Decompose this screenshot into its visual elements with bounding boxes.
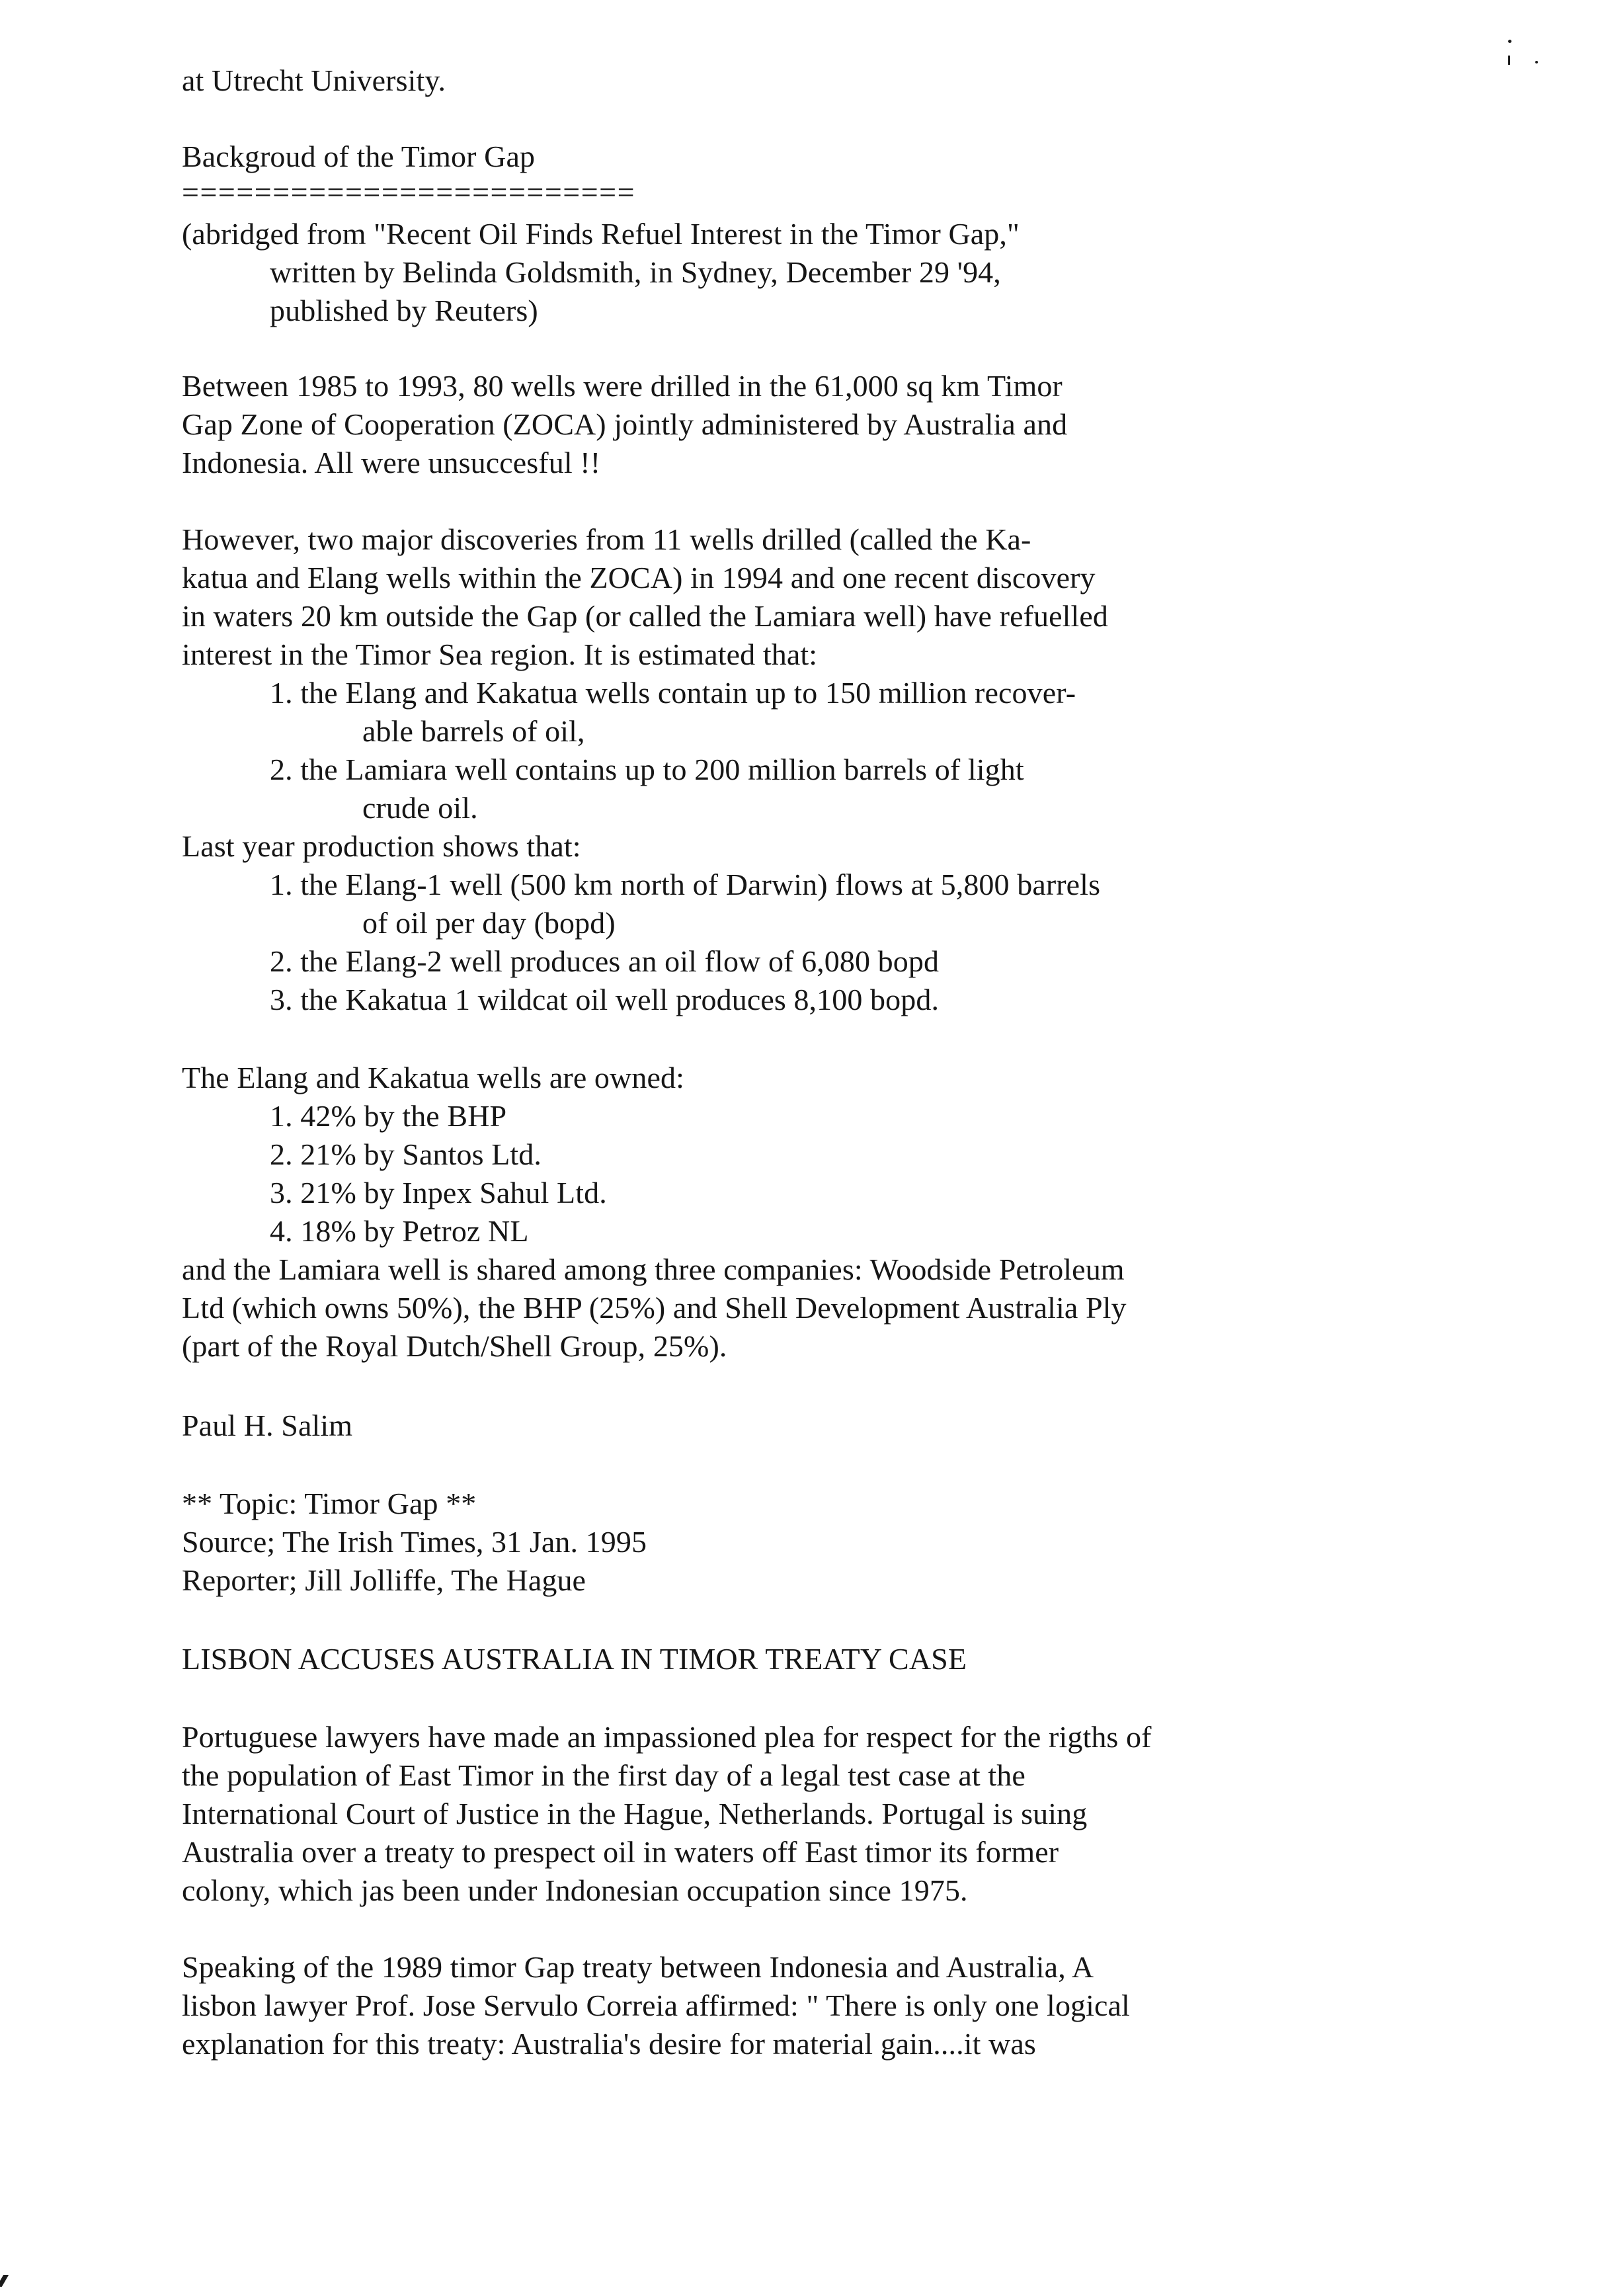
paragraph-line: interest in the Timor Sea region. It is estimated that: — [182, 637, 818, 671]
list-item: 1. 42% by the BHP — [270, 1099, 507, 1133]
paragraph-line: in waters 20 km outside the Gap (or called the Lamiara well) have refuelled — [182, 599, 1108, 633]
scan-speck — [1508, 56, 1510, 65]
scan-speck — [1508, 40, 1511, 43]
list-item: 2. 21% by Santos Ltd. — [270, 1137, 542, 1171]
article-headline: LISBON ACCUSES AUSTRALIA IN TIMOR TREATY CASE — [182, 1642, 967, 1676]
section-title: Backgroud of the Timor Gap — [182, 140, 536, 173]
list-item-continuation: of oil per day (bopd) — [362, 906, 616, 940]
list-item-continuation: able barrels of oil, — [362, 714, 585, 748]
list-item: 1. the Elang and Kakatua wells contain up to 150 million recover- — [270, 676, 1076, 710]
paragraph-line: Ltd (which owns 50%), the BHP (25%) and Shell Development Australia Ply — [182, 1291, 1127, 1325]
scan-speck — [1535, 61, 1538, 63]
source-line: written by Belinda Goldsmith, in Sydney, December 29 '94, — [270, 255, 1001, 289]
paragraph-line: Portuguese lawyers have made an impassioned plea for respect for the rigths of — [182, 1720, 1152, 1754]
paragraph-line: colony, which jas been under Indonesian occupation since 1975. — [182, 1873, 968, 1907]
paragraph-line: Last year production shows that: — [182, 829, 581, 863]
scan-speck — [0, 2275, 9, 2287]
reporter-line: Reporter; Jill Jolliffe, The Hague — [182, 1563, 586, 1597]
paragraph-line: and the Lamiara well is shared among three companies: Woodside Petroleum — [182, 1252, 1125, 1286]
list-item: 3. the Kakatua 1 wildcat oil well produces 8,100 bopd. — [270, 983, 940, 1016]
source-line: published by Reuters) — [270, 294, 538, 327]
paragraph-line: Gap Zone of Cooperation (ZOCA) jointly administered by Australia and — [182, 407, 1068, 441]
paragraph-line: The Elang and Kakatua wells are owned: — [182, 1061, 684, 1094]
list-item: 2. the Lamiara well contains up to 200 million barrels of light — [270, 753, 1024, 786]
signature: Paul H. Salim — [182, 1409, 353, 1442]
paragraph-line: However, two major discoveries from 11 wells drilled (called the Ka- — [182, 522, 1031, 556]
intro-tail: at Utrecht University. — [182, 63, 446, 97]
paragraph-line: International Court of Justice in the Hague, Netherlands. Portugal is suing — [182, 1797, 1088, 1830]
list-item: 2. the Elang-2 well produces an oil flow of 6,080 bopd — [270, 944, 940, 978]
section-rule: ========================= — [182, 175, 636, 209]
list-item-continuation: crude oil. — [362, 791, 478, 825]
paragraph-line: (part of the Royal Dutch/Shell Group, 25%). — [182, 1329, 727, 1363]
list-item: 4. 18% by Petroz NL — [270, 1214, 529, 1248]
list-item: 3. 21% by Inpex Sahul Ltd. — [270, 1176, 607, 1210]
paragraph-line: lisbon lawyer Prof. Jose Servulo Correia affirmed: " There is only one logical — [182, 1988, 1130, 2022]
source-line: Source; The Irish Times, 31 Jan. 1995 — [182, 1525, 647, 1559]
paragraph-line: Between 1985 to 1993, 80 wells were drilled in the 61,000 sq km Timor — [182, 369, 1063, 403]
list-item: 1. the Elang-1 well (500 km north of Darwin) flows at 5,800 barrels — [270, 868, 1101, 901]
paragraph-line: explanation for this treaty: Australia's desire for material gain....it was — [182, 2027, 1036, 2061]
paragraph-line: Indonesia. All were unsuccesful !! — [182, 446, 601, 479]
paragraph-line: the population of East Timor in the first day of a legal test case at the — [182, 1758, 1025, 1792]
paragraph-line: Speaking of the 1989 timor Gap treaty between Indonesia and Australia, A — [182, 1950, 1094, 1984]
paragraph-line: katua and Elang wells within the ZOCA) in 1994 and one recent discovery — [182, 561, 1096, 594]
paragraph-line: Australia over a treaty to prespect oil in waters off East timor its former — [182, 1835, 1059, 1869]
topic-line: ** Topic: Timor Gap ** — [182, 1487, 477, 1520]
source-line: (abridged from "Recent Oil Finds Refuel Interest in the Timor Gap," — [182, 217, 1020, 251]
